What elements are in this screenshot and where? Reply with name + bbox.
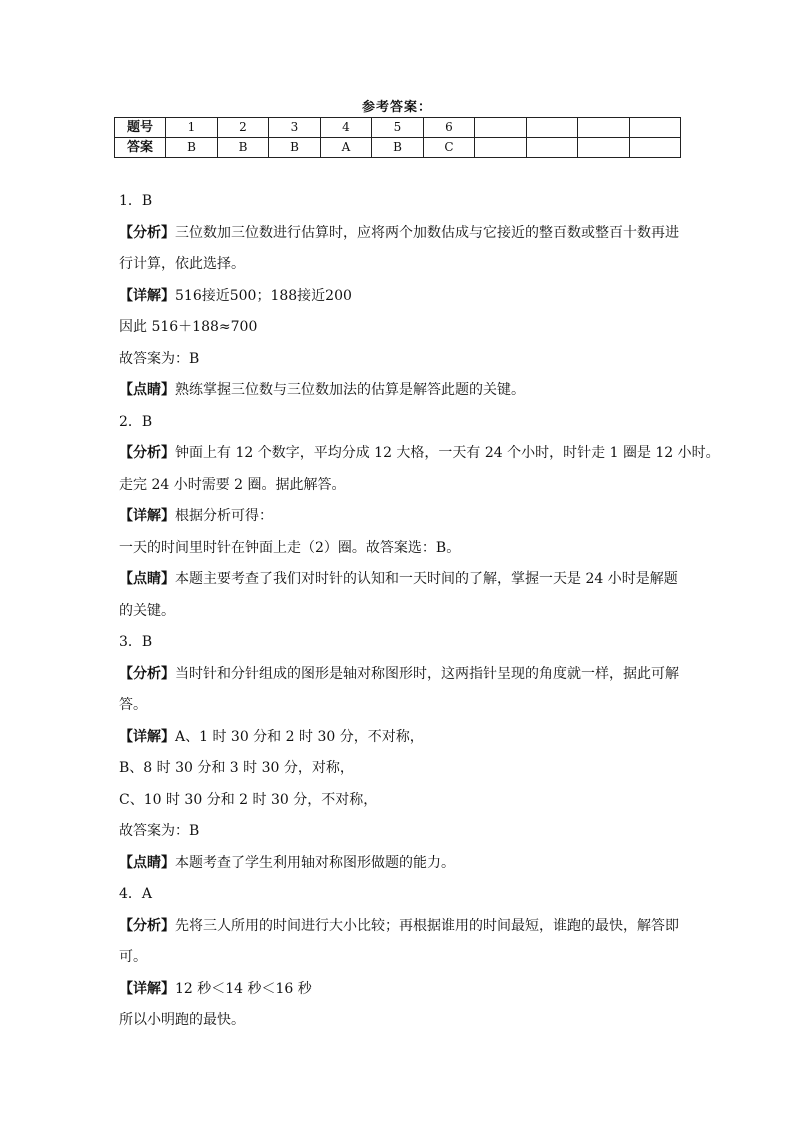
table-cell: A	[321, 138, 372, 158]
table-cell: C	[424, 138, 475, 158]
line-text: 本题主要考查了我们对时针的认知和一天时间的了解，掌握一天是 24 小时是解题	[175, 571, 678, 587]
solution-line	[119, 407, 685, 439]
table-cell: 5	[372, 118, 424, 138]
section-tag: 【点睛】	[119, 854, 175, 871]
line-text: 的关键。	[119, 602, 175, 619]
section-tag: 【详解】	[119, 728, 175, 745]
solution-line	[119, 281, 685, 313]
table-cell: 6	[424, 118, 475, 138]
line-text: 答。	[119, 697, 147, 713]
table-cell	[527, 118, 578, 138]
solution-line	[119, 911, 685, 943]
line-text: 4．A	[119, 886, 153, 902]
solution-line	[119, 1005, 685, 1037]
section-tag: 【分析】	[119, 445, 175, 461]
table-cell	[578, 118, 630, 138]
solution-line	[119, 722, 685, 754]
section-tag: 【分析】	[119, 665, 175, 682]
line-text: 故答案为：B	[119, 350, 200, 367]
line-text: 当时针和分针组成的图形是轴对称图形时，这两指针呈现的角度就一样，据此可解	[175, 665, 679, 682]
solution-line	[119, 690, 685, 722]
table-row-answers	[115, 138, 681, 158]
line-text: 故答案为：B	[119, 823, 200, 839]
line-text: 可。	[119, 949, 147, 965]
solution-line	[119, 816, 685, 848]
table-cell: 题号	[115, 118, 166, 138]
line-text: A、1 时 30 分和 2 时 30 分，不对称，	[175, 728, 424, 745]
table-cell: 4	[321, 118, 372, 138]
table-cell: 3	[269, 118, 321, 138]
line-text: 2．B	[119, 413, 153, 430]
solution-line	[119, 785, 685, 817]
solution-line	[119, 753, 685, 785]
solution-line	[119, 470, 685, 502]
table-cell: B	[269, 138, 321, 158]
solution-line	[119, 375, 685, 407]
line-text: 所以小明跑的最快。	[119, 1012, 245, 1028]
line-text: 根据分析可得：	[175, 508, 273, 524]
table-cell	[527, 138, 578, 158]
section-tag: 【详解】	[119, 508, 175, 524]
solution-line	[119, 848, 685, 880]
table-cell: B	[218, 138, 269, 158]
line-text: 本题考查了学生利用轴对称图形做题的能力。	[175, 854, 455, 871]
line-text: 3．B	[119, 634, 153, 650]
solution-line	[119, 659, 685, 691]
line-text: 走完 24 小时需要 2 圈。据此解答。	[119, 476, 346, 493]
section-tag: 【分析】	[119, 224, 175, 241]
line-text: 一天的时间里时针在钟面上走（2）圈。故答案选：B。	[119, 539, 461, 556]
page-title: 参考答案：	[361, 100, 432, 115]
solution-line	[119, 974, 685, 1006]
table-cell: 2	[218, 118, 269, 138]
line-text: 先将三人所用的时间进行大小比较；再根据谁用的时间最短，谁跑的最快，解答即	[175, 917, 679, 934]
table-row-question-numbers	[115, 118, 681, 138]
line-text: 1．B	[119, 193, 153, 209]
line-text: C、10 时 30 分和 2 时 30 分，不对称，	[119, 791, 378, 808]
section-tag: 【点睛】	[119, 571, 175, 587]
solution-line	[119, 501, 685, 533]
table-cell: B	[372, 138, 424, 158]
solutions-body	[119, 186, 720, 1037]
answer-table	[114, 117, 681, 158]
solution-line	[119, 438, 720, 470]
solution-line	[119, 344, 685, 376]
solution-line	[119, 186, 685, 218]
section-tag: 【详解】	[119, 980, 175, 997]
solution-line	[119, 249, 685, 281]
table-cell	[630, 118, 681, 138]
solution-line	[119, 533, 685, 565]
table-cell: 答案	[115, 138, 166, 158]
solution-line	[119, 627, 685, 659]
line-text: B、8 时 30 分和 3 时 30 分，对称，	[119, 760, 354, 776]
table-cell: B	[166, 138, 218, 158]
section-tag: 【分析】	[119, 917, 175, 934]
line-text: 行计算，依此选择。	[119, 256, 245, 272]
solution-line	[119, 312, 685, 344]
table-cell	[475, 138, 527, 158]
line-text: 因此 516＋188≈700	[119, 319, 258, 335]
solution-line	[119, 942, 685, 974]
solution-line	[119, 596, 685, 628]
table-cell	[578, 138, 630, 158]
line-text: 钟面上有 12 个数字，平均分成 12 大格，一天有 24 个小时，时针走 1 圈是 12 小时。	[175, 445, 720, 461]
line-text: 三位数加三位数进行估算时，应将两个加数估成与它接近的整百数或整百十数再进	[175, 224, 679, 241]
line-text: 12 秒＜14 秒＜16 秒	[175, 980, 312, 997]
solution-line	[119, 564, 685, 596]
table-cell	[630, 138, 681, 158]
section-tag: 【详解】	[119, 287, 175, 304]
line-text: 516接近500；188接近200	[175, 287, 352, 304]
solution-line	[119, 879, 685, 911]
table-cell: 1	[166, 118, 218, 138]
table-cell	[475, 118, 527, 138]
section-tag: 【点睛】	[119, 382, 175, 398]
solution-line	[119, 218, 685, 250]
line-text: 熟练掌握三位数与三位数加法的估算是解答此题的关键。	[175, 382, 525, 398]
